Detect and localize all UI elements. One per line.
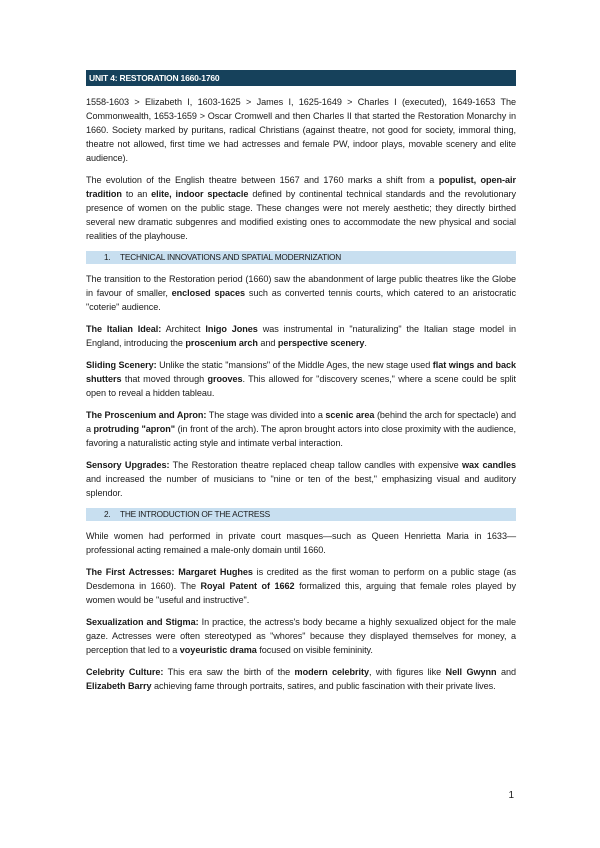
text-run: achieving fame through portraits, satires, and public fascination with their private lives.	[151, 681, 496, 691]
bold-text: modern celebrity	[294, 667, 369, 677]
bold-text: Sensory Upgrades:	[86, 460, 170, 470]
bold-text: scenic area	[325, 410, 375, 420]
section-paragraph	[86, 408, 516, 450]
section-paragraph	[86, 322, 516, 350]
intro-paragraph	[86, 173, 516, 243]
text-run: (in front of the arch). The apron brought actors into close proximity with the audience, favoring a naturalistic acting style and intimate verbal interaction.	[86, 424, 516, 448]
bold-text: Sliding Scenery:	[86, 360, 157, 370]
bold-text: voyeuristic drama	[179, 645, 257, 655]
bold-text: Sexualization and Stigma:	[86, 617, 199, 627]
bold-text: Celebrity Culture:	[86, 667, 164, 677]
text-run: that moved through	[121, 374, 208, 384]
bold-text: Margaret Hughes	[178, 567, 253, 577]
bold-text: flat wings and back shutters	[86, 360, 517, 384]
bold-text: enclosed spaces	[171, 288, 246, 298]
unit-title: UNIT 4: RESTORATION 1660-1760	[86, 70, 516, 86]
bold-text: populist, open-air tradition	[86, 175, 516, 199]
bold-text: protruding "apron"	[93, 424, 176, 434]
text-run: This era saw the birth of the	[163, 667, 295, 677]
bold-text: grooves	[207, 374, 243, 384]
section-heading-technical	[86, 251, 516, 264]
text-run: The stage was divided into a	[206, 410, 326, 420]
text-run: 1558-1603 > Elizabeth I, 1603-1625 > James I, 1625-1649 > Charles I (executed), 1649-1653 The Commonwealth, 1653-1659 > Oscar Cromwell and then Charles II that started the Restoration Monarchy in 1660. Society marked by puritans, radical Christians (against theatre, not good for society, immoral thing, theatre not allowed, first time we had actresses and female PW, indoor plays, movable scenery and elite audience).	[86, 97, 516, 163]
section-number: 1.	[104, 252, 111, 262]
text-run: While women had performed in private court masques—such as Queen Henrietta Maria in 1633—professional acting remained a male-only domain until 1660.	[86, 531, 516, 555]
page-content	[86, 70, 516, 701]
text-run: Architect	[161, 324, 206, 334]
text-run: The evolution of the English theatre between 1567 and 1760 marks a shift from a	[86, 175, 439, 185]
section-heading-actress	[86, 508, 516, 521]
text-run: The transition to the Restoration period (1660) saw the abandonment of large public theatres like the Globe in favour of smaller,	[86, 274, 516, 298]
bold-text: wax candles	[462, 460, 516, 470]
text-run: , with figures like	[368, 667, 446, 677]
bold-text: The First Actresses:	[86, 567, 175, 577]
text-run: such as converted tennis courts, which catered to an aristocratic "coterie" audience.	[86, 288, 516, 312]
bold-text: Royal Patent of 1662	[200, 581, 295, 591]
text-run: and	[257, 338, 278, 348]
section-number: 2.	[104, 509, 111, 519]
section-paragraph	[86, 665, 516, 693]
bold-text: The Proscenium and Apron:	[86, 410, 207, 420]
text-run: In practice, the actress's body became a highly sexualized object for the male gaze. Actresses were often stereotyped as "whores" because they displayed themselves for money, a perception that led to a	[86, 617, 517, 655]
section-heading-text: THE INTRODUCTION OF THE ACTRESS	[120, 509, 270, 519]
section-paragraph	[86, 615, 516, 657]
text-run: was instrumental in "naturalizing" the Italian stage model in England, introducing the	[86, 324, 516, 348]
section-paragraph	[86, 358, 516, 400]
text-run: to an	[121, 189, 152, 199]
section-paragraph	[86, 565, 516, 607]
text-run: The Restoration theatre replaced cheap tallow candles with expensive	[169, 460, 463, 470]
section-paragraph	[86, 458, 516, 500]
text-run: defined by continental technical standards and the revolutionary presence of women on the public stage. These changes were not merely aesthetic; they directly birthed several new dramatic subgenres and modified existing ones to accommodate the new physical and social realities of the playhouse.	[86, 189, 517, 241]
bold-text: proscenium arch	[185, 338, 258, 348]
text-run: . This allowed for "discovery scenes," where a scene could be split open to reveal a hidden tableau.	[86, 374, 516, 398]
section-heading-text: TECHNICAL INNOVATIONS AND SPATIAL MODERNIZATION	[120, 252, 342, 262]
bold-text: Inigo Jones	[205, 324, 258, 334]
text-run: formalized this, arguing that female roles played by women would be "useful and instructive".	[86, 581, 516, 605]
text-run: and increased the number of musicians to "nine or ten of the best," emphasizing visual and auditory splendor.	[86, 474, 516, 498]
intro-paragraph	[86, 95, 516, 165]
text-run: and	[496, 667, 516, 677]
section-paragraph	[86, 529, 516, 557]
text-run: .	[364, 338, 367, 348]
text-run: focused on visible femininity.	[256, 645, 373, 655]
bold-text: perspective scenery	[277, 338, 365, 348]
text-run: is credited as the first woman to perform on a public stage (as Desdemona in 1660). The	[86, 567, 516, 591]
bold-text: elite, indoor spectacle	[151, 189, 249, 199]
section-paragraph	[86, 272, 516, 314]
bold-text: The Italian Ideal:	[86, 324, 162, 334]
text-run: (behind the arch for spectacle) and a	[86, 410, 516, 434]
bold-text: Elizabeth Barry	[86, 681, 152, 691]
text-run: Unlike the static "mansions" of the Middle Ages, the new stage used	[156, 360, 433, 370]
bold-text: Nell Gwynn	[445, 667, 497, 677]
page-number: 1	[508, 790, 514, 801]
